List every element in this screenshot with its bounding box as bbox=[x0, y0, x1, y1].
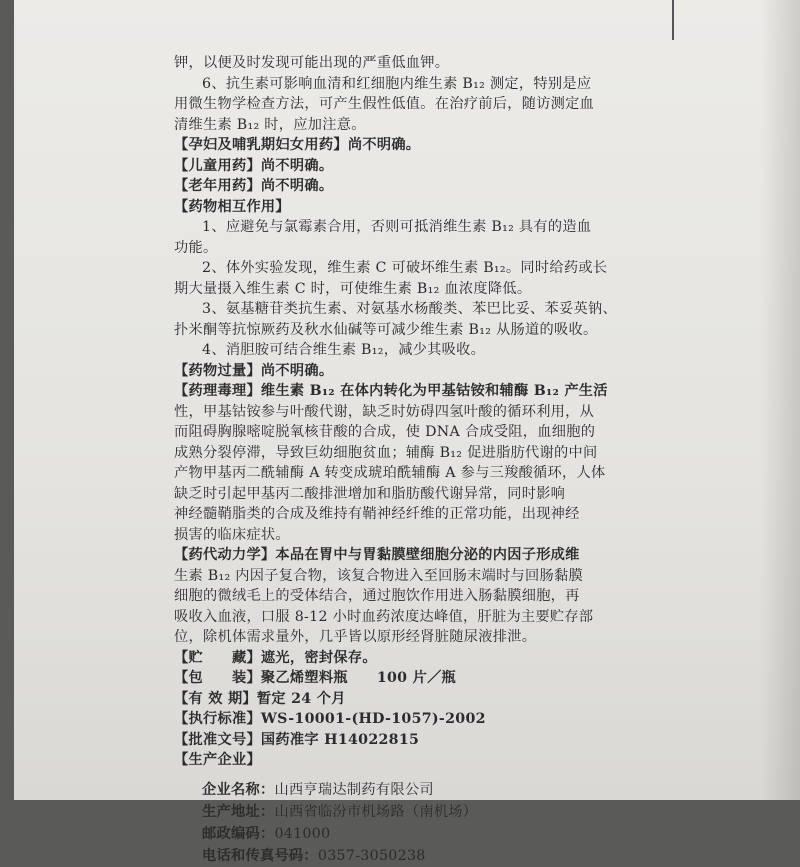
section-heading-line: 【生产企业】 bbox=[174, 752, 261, 768]
company-field-value: 山西亨瑞达制药有限公司 bbox=[274, 781, 434, 798]
section-heading-line: 【药物相互作用】 bbox=[174, 198, 290, 215]
body-text-line: 细胞的微绒毛上的受体结合，通过胞饮作用进入肠黏膜细胞，再 bbox=[174, 588, 580, 604]
leaflet-page bbox=[14, 0, 800, 864]
body-text-line: 1、应避免与氯霉素合用，否则可抵消维生素 B₁₂ 具有的造血 bbox=[202, 219, 592, 235]
body-text-line: 缺乏时引起甲基丙二酸排泄增加和脂肪酸代谢异常，同时影响 bbox=[174, 485, 566, 502]
section-heading-line: 【有 效 期】暂定 24 个月 bbox=[174, 690, 346, 707]
section-heading-line: 【药代动力学】本品在胃中与胃黏膜壁细胞分泌的内因子形成维 bbox=[174, 547, 580, 563]
body-text-line: 2、体外实验发现，维生素 C 可破坏维生素 B₁₂。同时给药或长 bbox=[202, 260, 608, 276]
company-field-label: 邮政编码： bbox=[202, 825, 275, 842]
company-field-value: 041000 bbox=[274, 825, 331, 842]
company-row bbox=[202, 801, 624, 823]
section-heading-line: 【儿童用药】尚不明确。 bbox=[174, 157, 334, 174]
body-text-line: 产物甲基丙二酰辅酶 A 转变成琥珀酰辅酶 A 参与三羧酸循环，人体 bbox=[174, 465, 606, 481]
body-text-line: 3、氨基糖苷类抗生素、对氨基水杨酸类、苯巴比妥、苯妥英钠、 bbox=[202, 301, 617, 317]
section-heading-line: 【贮 藏】遮光，密封保存。 bbox=[174, 649, 377, 666]
section-heading-line: 【包 装】聚乙烯塑料瓶 100 片／瓶 bbox=[174, 670, 457, 686]
body-text-line: 6、抗生素可影响血清和红细胞内维生素 B₁₂ 测定，特别是应 bbox=[202, 75, 592, 92]
company-row bbox=[202, 845, 624, 867]
body-text-line: 期大量摄入维生素 C 时，可使维生素 B₁₂ 血浓度降低。 bbox=[174, 280, 532, 297]
body-text-line: 损害的临床症状。 bbox=[174, 526, 290, 543]
company-field-label: 电话和传真号码： bbox=[202, 847, 318, 864]
section-heading-line: 【老年用药】尚不明确。 bbox=[174, 178, 334, 194]
body-text-line: 性，甲基钴铵参与叶酸代谢，缺乏时妨碍四氢叶酸的循环利用，从 bbox=[174, 403, 595, 420]
body-text-line: 神经髓鞘脂类的合成及维持有鞘神经纤维的正常功能，出现神经 bbox=[174, 506, 580, 522]
body-text-line: 清维生素 B₁₂ 时，应加注意。 bbox=[174, 116, 366, 133]
company-info bbox=[174, 779, 624, 867]
company-field-label: 生产地址： bbox=[202, 803, 275, 820]
body-text-line: 位，除机体需求量外，几乎皆以原形经肾脏随尿液排泄。 bbox=[174, 629, 537, 645]
body-text-line: 吸收入血液，口服 8-12 小时血药浓度达峰值，肝脏为主要贮存部 bbox=[174, 608, 594, 625]
instruction-lines bbox=[174, 53, 624, 771]
company-field-label: 企业名称： bbox=[202, 781, 275, 798]
section-heading-line: 【执行标准】WS-10001-(HD-1057)-2002 bbox=[174, 711, 486, 727]
body-text-line: 而阻碍胸腺嘧啶脱氧核苷酸的合成，使 DNA 合成受阻，血细胞的 bbox=[174, 424, 596, 440]
fold-line bbox=[672, 0, 674, 40]
body-text-line: 扑米酮等抗惊厥药及秋水仙碱等可减少维生素 B₁₂ 从肠道的吸收。 bbox=[174, 321, 598, 338]
company-field-value: 0357-3050238 bbox=[317, 847, 426, 864]
section-heading-line: 【批准文号】国药准字 H14022815 bbox=[174, 731, 420, 748]
section-heading-line: 【药理毒理】维生素 B₁₂ 在体内转化为甲基钴铵和辅酶 B₁₂ 产生活 bbox=[174, 383, 608, 399]
body-text-line: 4、消胆胺可结合维生素 B₁₂，减少其吸收。 bbox=[202, 342, 486, 358]
body-text-line: 功能。 bbox=[174, 239, 218, 256]
company-row bbox=[202, 823, 624, 845]
section-heading-line: 【孕妇及哺乳期妇女用药】尚不明确。 bbox=[174, 137, 421, 153]
company-field-value: 山西省临汾市机场路（南机场） bbox=[274, 803, 478, 820]
leaflet-text bbox=[174, 53, 624, 867]
body-text-line: 生素 B₁₂ 内因子复合物，该复合物进入至回肠末端时与回肠黏膜 bbox=[174, 567, 583, 584]
body-text-line: 成熟分裂停滞，导致巨幼细胞贫血；辅酶 B₁₂ 促进脂肪代谢的中间 bbox=[174, 444, 598, 461]
body-text-line: 钾，以便及时发现可能出现的严重低血钾。 bbox=[174, 55, 450, 71]
section-heading-line: 【药物过量】尚不明确。 bbox=[174, 362, 334, 379]
body-text-line: 用微生物学检查方法，可产生假性低值。在治疗前后，随访测定血 bbox=[174, 96, 595, 112]
company-row bbox=[202, 779, 624, 801]
